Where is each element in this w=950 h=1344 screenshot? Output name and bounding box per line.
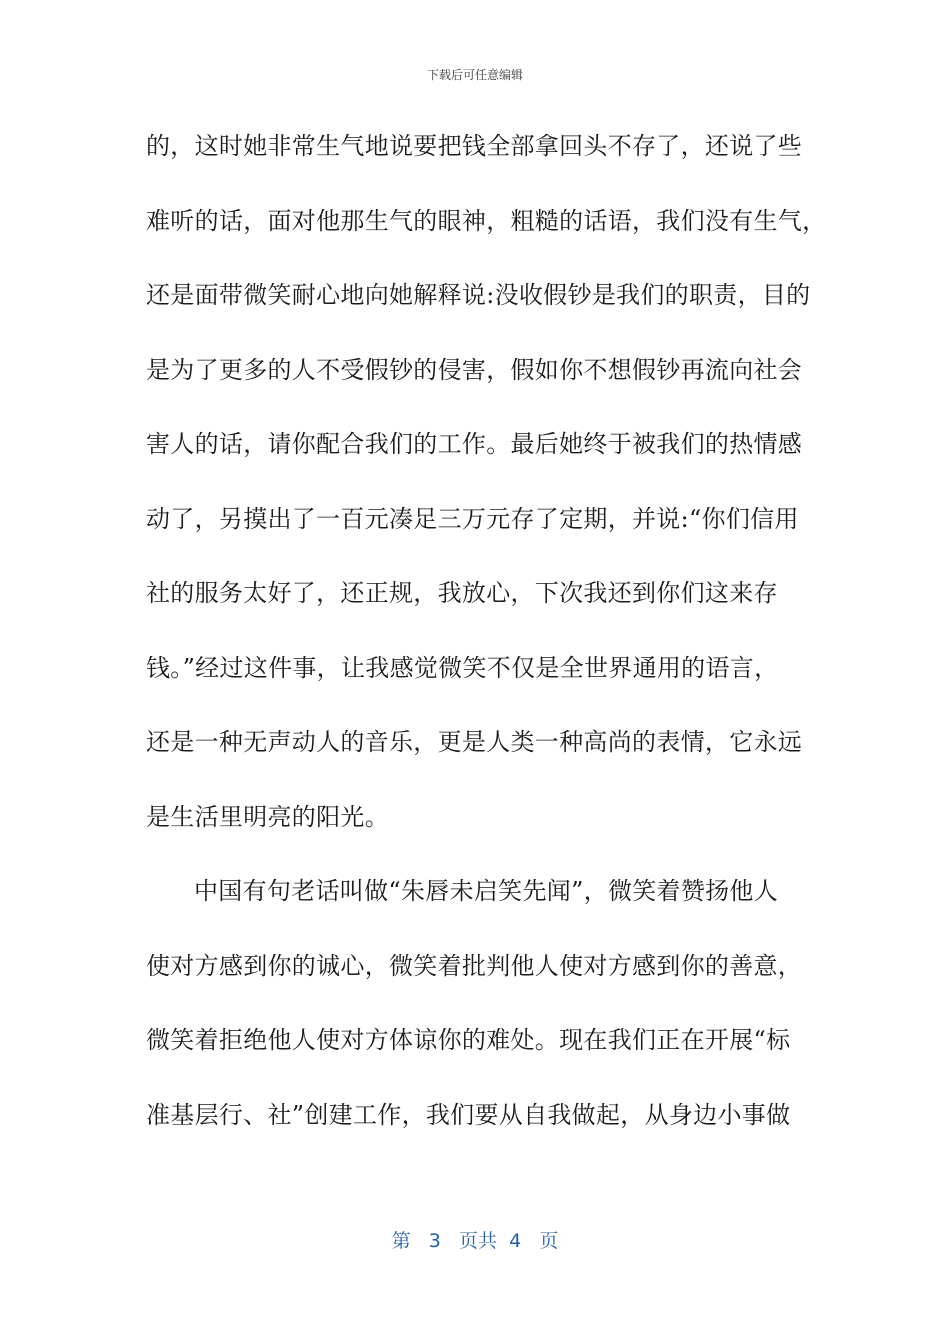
paragraph-line-10: 是生活里明亮的阳光。 (146, 802, 389, 831)
paragraph-line-9: 还是一种无声动人的音乐，更是人类一种高尚的表情，它永远 (146, 728, 803, 756)
page-header: 下载后可任意编辑 (426, 68, 523, 82)
paragraph-line-4: 是为了更多的人不受假钞的侵害，假如你不想假钞再流向社会 (146, 355, 803, 384)
paragraph-line-13: 微笑着拒绝他人使对方体谅你的难处。现在我们正在开展“标 (146, 1026, 791, 1054)
page-footer (0, 1226, 950, 1253)
footer-suffix: 页 (539, 1230, 559, 1252)
paragraph-line-3: 还是面带微笑耐心地向她解释说:没收假钞是我们的职责，目的 (146, 281, 811, 309)
footer-total-pages: 4 (509, 1230, 522, 1252)
paragraph-line-6: 动了，另摸出了一百元凑足三万元存了定期，并说:“你们信用 (146, 504, 799, 533)
paragraph-line-1: 的，这时她非常生气地说要把钱全部拿回头不存了，还说了些 (146, 132, 803, 160)
paragraph-line-7: 社的服务太好了，还正规，我放心，下次我还到你们这来存 (146, 579, 778, 607)
paragraph-line-2: 难听的话，面对他那生气的眼神，粗糙的话语，我们没有生气， (146, 206, 827, 235)
footer-current-page: 3 (428, 1230, 441, 1252)
paragraph-line-8: 钱。”经过这件事，让我感觉微笑不仅是全世界通用的语言， (146, 653, 779, 682)
paragraph-line-12: 使对方感到你的诚心，微笑着批判他人使对方感到你的善意， (146, 951, 803, 980)
footer-prefix: 第 (391, 1230, 411, 1252)
paragraph-line-14: 准基层行、社”创建工作，我们要从自我做起，从身边小事做 (146, 1100, 791, 1129)
document-body (146, 126, 827, 1169)
paragraph-line-5: 害人的话，请你配合我们的工作。最后她终于被我们的热情感 (146, 430, 803, 458)
footer-middle: 页共 (459, 1230, 498, 1252)
paragraph-line-11: 中国有句老话叫做“朱唇未启笑先闻”，微笑着赞扬他人 (194, 877, 779, 905)
